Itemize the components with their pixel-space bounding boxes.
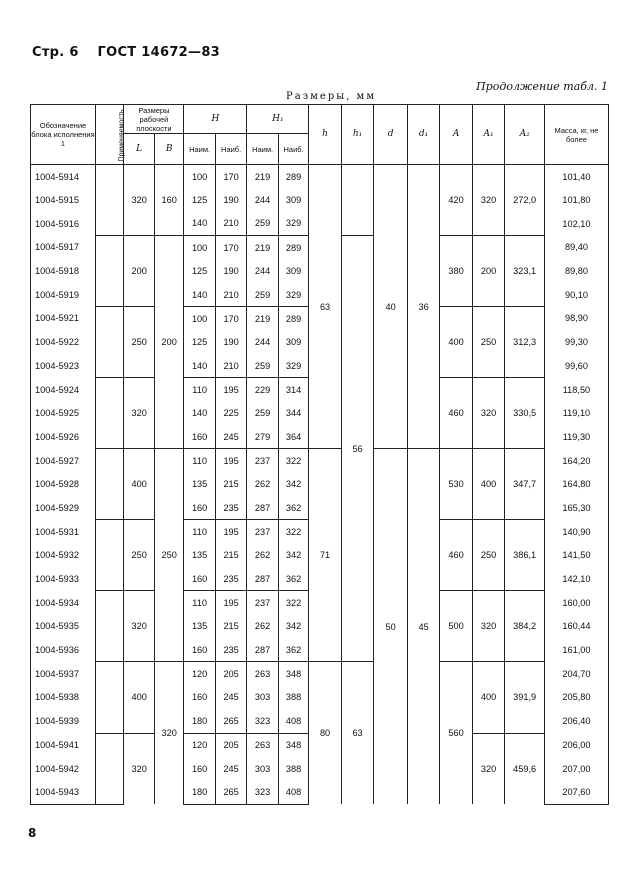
cell-hmin: 110 (184, 591, 215, 615)
cell-applicability (96, 283, 124, 307)
cell-l: 320 (124, 378, 154, 449)
cell-hmin: 180 (184, 780, 215, 804)
cell-h1max: 362 (278, 638, 308, 662)
cell-mass: 101,80 (544, 188, 608, 212)
cell-h1max: 408 (278, 780, 308, 804)
cell-hmax: 245 (215, 425, 247, 449)
table-row (31, 165, 609, 189)
cell-h1: 56 (341, 236, 374, 662)
cell-a: 560 (440, 662, 473, 804)
cell-hmin: 135 (184, 615, 215, 639)
cell-h1max: 329 (278, 212, 308, 236)
cell-a2: 459,6 (505, 733, 545, 804)
col-d1: d₁ (407, 105, 440, 165)
cell-designation: 1004-5936 (31, 638, 96, 662)
cell-applicability (96, 544, 124, 568)
continuation-note: Продолжение табл. 1 (476, 80, 608, 93)
col-H: H (184, 105, 247, 134)
cell-hmin: 120 (184, 733, 215, 757)
cell-hmax: 235 (215, 496, 247, 520)
cell-applicability (96, 259, 124, 283)
cell-h1min: 219 (247, 307, 278, 331)
cell-designation: 1004-5935 (31, 615, 96, 639)
cell-h1max: 342 (278, 544, 308, 568)
cell-hmax: 195 (215, 378, 247, 402)
cell-hmax: 235 (215, 567, 247, 591)
cell-a1: 200 (472, 236, 505, 307)
cell-applicability (96, 165, 124, 189)
cell-designation: 1004-5916 (31, 212, 96, 236)
cell-applicability (96, 212, 124, 236)
cell-hmax: 170 (215, 236, 247, 260)
cell-applicability (96, 188, 124, 212)
cell-h1min: 244 (247, 330, 278, 354)
cell-applicability (96, 401, 124, 425)
cell-a2: 391,9 (505, 662, 545, 733)
cell-hmax: 210 (215, 212, 247, 236)
cell-designation: 1004-5934 (31, 591, 96, 615)
cell-l: 400 (124, 449, 154, 520)
cell-hmin: 140 (184, 354, 215, 378)
cell-l: 320 (124, 733, 154, 804)
cell-h1min: 229 (247, 378, 278, 402)
cell-hmax: 190 (215, 188, 247, 212)
cell-applicability (96, 472, 124, 496)
cell-hmin: 160 (184, 686, 215, 710)
cell-designation: 1004-5921 (31, 307, 96, 331)
cell-hmin: 120 (184, 662, 215, 686)
cell-applicability (96, 591, 124, 615)
cell-hmin: 100 (184, 307, 215, 331)
cell-h1max: 388 (278, 757, 308, 781)
cell-designation: 1004-5924 (31, 378, 96, 402)
cell-a: 400 (440, 307, 473, 378)
cell-a1: 400 (472, 449, 505, 520)
cell-applicability (96, 686, 124, 710)
cell-h1min: 259 (247, 354, 278, 378)
cell-h1min: 262 (247, 615, 278, 639)
cell-hmax: 235 (215, 638, 247, 662)
cell-hmin: 125 (184, 259, 215, 283)
cell-mass: 89,40 (544, 236, 608, 260)
cell-hmax: 170 (215, 307, 247, 331)
sizes-caption: Размеры, мм (286, 91, 377, 102)
cell-h1max: 289 (278, 307, 308, 331)
cell-b: 320 (154, 662, 183, 804)
cell-applicability (96, 307, 124, 331)
cell-h1min: 237 (247, 591, 278, 615)
cell-mass: 161,00 (544, 638, 608, 662)
cell-hmax: 190 (215, 259, 247, 283)
cell-mass: 207,00 (544, 757, 608, 781)
cell-hmin: 125 (184, 188, 215, 212)
cell-h1min: 303 (247, 757, 278, 781)
cell-hmin: 160 (184, 638, 215, 662)
cell-designation: 1004-5915 (31, 188, 96, 212)
cell-h1min: 237 (247, 520, 278, 544)
cell-h1max: 329 (278, 354, 308, 378)
cell-b: 250 (154, 449, 183, 662)
cell-h1min: 237 (247, 449, 278, 473)
cell-designation: 1004-5917 (31, 236, 96, 260)
cell-applicability (96, 638, 124, 662)
cell-h1min: 279 (247, 425, 278, 449)
cell-applicability (96, 662, 124, 686)
cell-hmax: 245 (215, 686, 247, 710)
table-body (31, 165, 609, 805)
cell-l: 250 (124, 307, 154, 378)
cell-h1max: 348 (278, 662, 308, 686)
cell-h1min: 287 (247, 567, 278, 591)
cell-d1: 36 (407, 165, 440, 449)
cell-l: 320 (124, 165, 154, 236)
cell-mass: 119,10 (544, 401, 608, 425)
cell-h1min: 303 (247, 686, 278, 710)
cell-hmax: 215 (215, 472, 247, 496)
col-designation: Обозначение блока исполнения 1 (31, 105, 96, 165)
cell-d1: 45 (407, 449, 440, 804)
dimensions-table (30, 104, 609, 805)
page-number: 8 (28, 826, 37, 840)
cell-designation: 1004-5919 (31, 283, 96, 307)
cell-h1max: 342 (278, 472, 308, 496)
cell-h1max: 342 (278, 615, 308, 639)
cell-a: 500 (440, 591, 473, 662)
cell-applicability (96, 236, 124, 260)
cell-h1max: 322 (278, 520, 308, 544)
cell-mass: 89,80 (544, 259, 608, 283)
cell-a: 380 (440, 236, 473, 307)
cell-h1min: 287 (247, 496, 278, 520)
col-H-min: Наим. (184, 134, 215, 165)
cell-hmin: 160 (184, 425, 215, 449)
cell-hmin: 110 (184, 449, 215, 473)
cell-applicability (96, 615, 124, 639)
cell-mass: 164,20 (544, 449, 608, 473)
cell-hmin: 180 (184, 709, 215, 733)
cell-mass: 160,44 (544, 615, 608, 639)
cell-hmax: 215 (215, 615, 247, 639)
cell-designation: 1004-5922 (31, 330, 96, 354)
cell-hmax: 215 (215, 544, 247, 568)
cell-designation: 1004-5939 (31, 709, 96, 733)
cell-h1min: 323 (247, 780, 278, 804)
cell-applicability (96, 780, 124, 804)
cell-h1min: 262 (247, 544, 278, 568)
cell-l: 320 (124, 591, 154, 662)
cell-a2: 386,1 (505, 520, 545, 591)
cell-designation: 1004-5942 (31, 757, 96, 781)
cell-h: 80 (309, 662, 342, 804)
standard-label: ГОСТ 14672—83 (97, 45, 221, 60)
cell-a2: 330,5 (505, 378, 545, 449)
cell-hmax: 205 (215, 662, 247, 686)
cell-a1: 400 (472, 662, 505, 733)
cell-a1: 320 (472, 733, 505, 804)
cell-mass: 118,50 (544, 378, 608, 402)
cell-hmin: 140 (184, 283, 215, 307)
cell-hmin: 100 (184, 165, 215, 189)
cell-designation: 1004-5943 (31, 780, 96, 804)
cell-h1max: 309 (278, 259, 308, 283)
cell-hmax: 195 (215, 520, 247, 544)
col-A2: A₂ (505, 105, 545, 165)
cell-applicability (96, 757, 124, 781)
cell-hmax: 210 (215, 354, 247, 378)
cell-h1min: 219 (247, 165, 278, 189)
cell-h1min: 244 (247, 188, 278, 212)
cell-designation: 1004-5932 (31, 544, 96, 568)
col-work-surface: Размеры рабочей плоскости (124, 105, 184, 134)
cell-mass: 119,30 (544, 425, 608, 449)
cell-a1: 250 (472, 307, 505, 378)
cell-l: 200 (124, 236, 154, 307)
cell-hmin: 160 (184, 496, 215, 520)
cell-h1max: 362 (278, 496, 308, 520)
cell-d: 40 (374, 165, 408, 449)
cell-a2: 312,3 (505, 307, 545, 378)
col-L: L (124, 134, 154, 165)
cell-a2: 323,1 (505, 236, 545, 307)
cell-mass: 141,50 (544, 544, 608, 568)
cell-mass: 165,30 (544, 496, 608, 520)
cell-hmax: 245 (215, 757, 247, 781)
col-H1: H₁ (247, 105, 309, 134)
cell-h1min: 259 (247, 283, 278, 307)
cell-d: 50 (374, 449, 408, 804)
col-B: B (154, 134, 183, 165)
cell-applicability (96, 496, 124, 520)
cell-a: 530 (440, 449, 473, 520)
table-header (31, 105, 609, 165)
cell-hmin: 135 (184, 472, 215, 496)
cell-h1min: 263 (247, 662, 278, 686)
cell-applicability (96, 520, 124, 544)
cell-designation: 1004-5918 (31, 259, 96, 283)
cell-applicability (96, 330, 124, 354)
cell-hmax: 195 (215, 449, 247, 473)
cell-designation: 1004-5925 (31, 401, 96, 425)
col-A: A (440, 105, 473, 165)
cell-h1min: 263 (247, 733, 278, 757)
cell-h1min: 259 (247, 401, 278, 425)
cell-h1max: 289 (278, 165, 308, 189)
page-header (32, 45, 234, 60)
cell-hmax: 195 (215, 591, 247, 615)
cell-hmin: 160 (184, 757, 215, 781)
cell-mass: 160,00 (544, 591, 608, 615)
cell-mass: 98,90 (544, 307, 608, 331)
cell-h1min: 219 (247, 236, 278, 260)
cell-designation: 1004-5937 (31, 662, 96, 686)
cell-hmax: 190 (215, 330, 247, 354)
cell-mass: 204,70 (544, 662, 608, 686)
col-H-max: Наиб. (215, 134, 247, 165)
cell-h1min: 323 (247, 709, 278, 733)
cell-hmin: 160 (184, 567, 215, 591)
cell-designation: 1004-5929 (31, 496, 96, 520)
cell-applicability (96, 449, 124, 473)
cell-h1max: 329 (278, 283, 308, 307)
col-applicability: Применяемость (96, 105, 124, 165)
cell-mass: 207,60 (544, 780, 608, 804)
cell-hmin: 140 (184, 401, 215, 425)
cell-h1 (341, 165, 374, 236)
cell-hmin: 125 (184, 330, 215, 354)
cell-hmax: 265 (215, 709, 247, 733)
cell-designation: 1004-5938 (31, 686, 96, 710)
cell-h1max: 314 (278, 378, 308, 402)
cell-hmax: 205 (215, 733, 247, 757)
cell-hmin: 110 (184, 378, 215, 402)
cell-mass: 164,80 (544, 472, 608, 496)
col-mass: Масса, кг, не более (544, 105, 608, 165)
cell-l: 250 (124, 520, 154, 591)
cell-hmin: 100 (184, 236, 215, 260)
cell-applicability (96, 709, 124, 733)
col-h: h (309, 105, 342, 165)
cell-a: 460 (440, 378, 473, 449)
cell-hmin: 135 (184, 544, 215, 568)
cell-designation: 1004-5933 (31, 567, 96, 591)
cell-h1max: 344 (278, 401, 308, 425)
cell-designation: 1004-5923 (31, 354, 96, 378)
cell-a1: 320 (472, 378, 505, 449)
cell-h1min: 259 (247, 212, 278, 236)
cell-applicability (96, 567, 124, 591)
cell-hmin: 110 (184, 520, 215, 544)
cell-designation: 1004-5926 (31, 425, 96, 449)
cell-b: 200 (154, 236, 183, 449)
cell-designation: 1004-5927 (31, 449, 96, 473)
cell-hmax: 170 (215, 165, 247, 189)
cell-mass: 90,10 (544, 283, 608, 307)
cell-h1max: 289 (278, 236, 308, 260)
cell-l: 400 (124, 662, 154, 733)
cell-mass: 102,10 (544, 212, 608, 236)
col-h1: h₁ (341, 105, 374, 165)
cell-a2: 272,0 (505, 165, 545, 236)
cell-applicability (96, 425, 124, 449)
cell-a: 420 (440, 165, 473, 236)
col-d: d (374, 105, 408, 165)
cell-designation: 1004-5931 (31, 520, 96, 544)
cell-a: 460 (440, 520, 473, 591)
cell-applicability (96, 733, 124, 757)
cell-h1min: 287 (247, 638, 278, 662)
cell-h1min: 244 (247, 259, 278, 283)
cell-a2: 347,7 (505, 449, 545, 520)
cell-h1min: 262 (247, 472, 278, 496)
cell-h1max: 348 (278, 733, 308, 757)
cell-mass: 142,10 (544, 567, 608, 591)
cell-designation: 1004-5928 (31, 472, 96, 496)
cell-mass: 205,80 (544, 686, 608, 710)
cell-h1max: 309 (278, 188, 308, 212)
col-H1-min: Наим. (247, 134, 278, 165)
cell-hmin: 140 (184, 212, 215, 236)
table-row (31, 662, 609, 686)
cell-designation: 1004-5941 (31, 733, 96, 757)
cell-applicability (96, 378, 124, 402)
cell-h1max: 364 (278, 425, 308, 449)
page-label: Стр. 6 (32, 45, 79, 60)
cell-h1max: 362 (278, 567, 308, 591)
cell-mass: 99,60 (544, 354, 608, 378)
cell-hmax: 265 (215, 780, 247, 804)
cell-b: 160 (154, 165, 183, 236)
cell-a1: 320 (472, 165, 505, 236)
cell-mass: 206,00 (544, 733, 608, 757)
cell-h1max: 309 (278, 330, 308, 354)
col-H1-max: Наиб. (278, 134, 308, 165)
cell-designation: 1004-5914 (31, 165, 96, 189)
cell-h1max: 388 (278, 686, 308, 710)
cell-a1: 250 (472, 520, 505, 591)
cell-applicability (96, 354, 124, 378)
cell-h1max: 322 (278, 591, 308, 615)
cell-h1max: 322 (278, 449, 308, 473)
cell-hmax: 210 (215, 283, 247, 307)
cell-h1: 63 (341, 662, 374, 804)
cell-a1: 320 (472, 591, 505, 662)
cell-h: 71 (309, 449, 342, 662)
cell-a2: 384,2 (505, 591, 545, 662)
cell-h: 63 (309, 165, 342, 449)
cell-mass: 206,40 (544, 709, 608, 733)
cell-mass: 140,90 (544, 520, 608, 544)
table-row (31, 449, 609, 473)
cell-hmax: 225 (215, 401, 247, 425)
cell-mass: 101,40 (544, 165, 608, 189)
cell-mass: 99,30 (544, 330, 608, 354)
col-A1: A₁ (472, 105, 505, 165)
cell-h1max: 408 (278, 709, 308, 733)
